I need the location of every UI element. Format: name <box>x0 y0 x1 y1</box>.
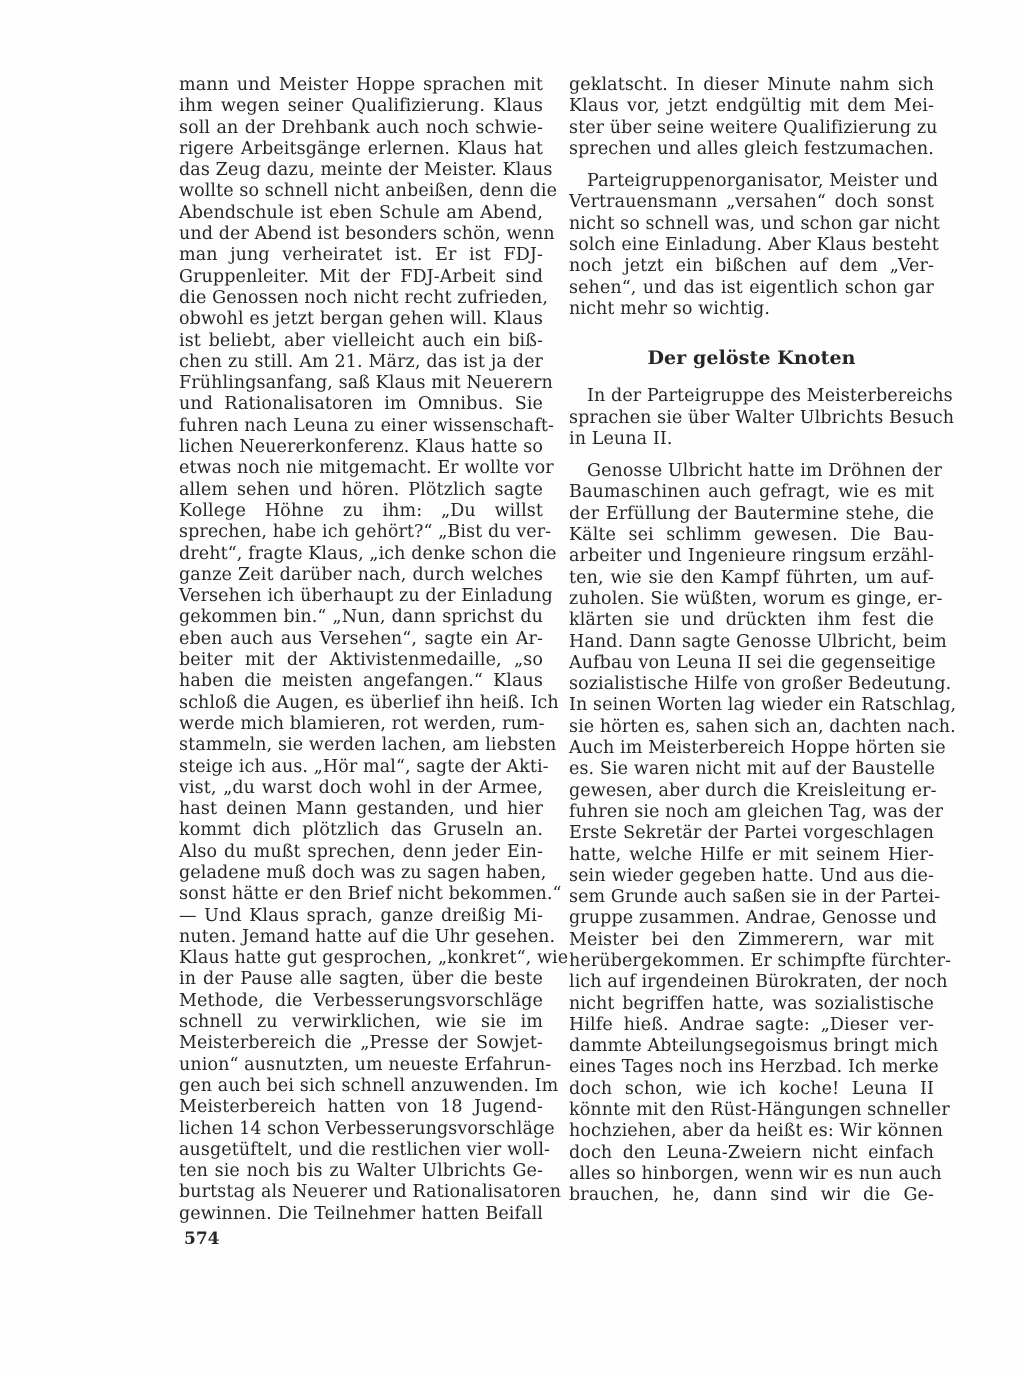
text-line: sozialistische Hilfe von großer Bedeutung. <box>569 674 952 695</box>
text-line: dreht“, fragte Klaus, „ich denke schon die <box>179 543 557 564</box>
text-line: Abendschule ist eben Schule am Abend, <box>179 202 543 223</box>
paragraph-genosse-ulbricht <box>569 461 957 1206</box>
text-line: hast deinen Mann gestanden, und hier <box>179 799 543 820</box>
text-line: kommt dich plötzlich das Gruseln an. <box>179 820 543 841</box>
text-line: das Zeug dazu, meinte der Meister. Klaus <box>179 160 553 181</box>
text-line: beiter mit der Aktivistenmedaille, „so <box>179 650 543 671</box>
text-line: Meisterbereich die „Presse der Sowjet- <box>179 1033 543 1054</box>
text-line: sehen“, und das ist eigentlich schon gar <box>569 277 934 298</box>
text-line: der Erfüllung der Bautermine stehe, die <box>569 503 934 524</box>
text-line: allem sehen und hören. Plötzlich sagte <box>179 479 543 500</box>
text-line: gewesen, aber durch die Kreisleitung er- <box>569 780 937 801</box>
text-line: sem Grunde auch saßen sie in der Partei- <box>569 887 941 908</box>
paragraph-continuation <box>569 75 938 160</box>
text-line: hatte, welche Hilfe er mit seinem Hier- <box>569 844 934 865</box>
text-line: lich auf irgendeinen Bürokraten, der noch <box>569 972 948 993</box>
text-line: Parteigruppenorganisator, Meister und <box>587 171 939 192</box>
text-line: haben die meisten angefangen.“ Klaus <box>179 671 543 692</box>
text-line: könnte mit den Rüst-Hängungen schneller <box>569 1100 950 1121</box>
section-heading: Der gelöste Knoten <box>647 347 856 370</box>
text-line: noch jetzt ein bißchen auf dem „Ver- <box>569 256 934 277</box>
text-line: soll an der Drehbank auch noch schwie- <box>179 117 543 138</box>
text-line: wollte so schnell nicht anbeißen, denn die <box>179 181 558 202</box>
left-column <box>179 75 569 1225</box>
text-line: etwas noch nie mitgemacht. Er wollte vor <box>179 458 554 479</box>
text-line: Hand. Dann sagte Genosse Ulbricht, beim <box>569 631 947 652</box>
text-line: Frühlingsanfang, saß Klaus mit Neuerern <box>179 373 553 394</box>
page-number: 574 <box>184 1229 220 1249</box>
text-line: Hilfe hieß. Andrae sagte: „Dieser ver- <box>569 1014 934 1035</box>
text-line: In seinen Worten lag wieder ein Ratschlag, <box>569 695 957 716</box>
text-line: sprachen sie über Walter Ulbrichts Besuch <box>569 407 955 428</box>
text-line: mann und Meister Hoppe sprachen mit <box>179 75 543 95</box>
text-line: schnell zu verwirklichen, wie sie im <box>179 1012 543 1033</box>
text-line: Kollege Höhne zu ihm: „Du willst <box>179 500 543 521</box>
text-line: werde mich blamieren, rot werden, rum- <box>179 713 545 734</box>
paragraph-parteigruppe <box>569 386 955 450</box>
text-line: Klaus vor, jetzt endgültig mit dem Mei- <box>569 96 934 117</box>
text-line: Also du mußt sprechen, denn jeder Ein- <box>179 841 543 862</box>
text-line: und der Abend ist besonders schön, wenn <box>179 224 555 245</box>
text-line: fuhren nach Leuna zu einer wissenschaft- <box>179 415 555 436</box>
text-line: Aufbau von Leuna II sei die gegenseitige <box>569 652 936 673</box>
text-line: klärten sie und drückten ihm fest die <box>569 610 934 631</box>
text-line: nuten. Jemand hatte auf die Uhr gesehen. <box>179 926 556 947</box>
text-line: sprechen, habe ich gehört?“ „Bist du ver- <box>179 522 552 543</box>
text-line: — Und Klaus sprach, ganze dreißig Mi- <box>179 905 543 926</box>
text-line: brauchen, he, dann sind wir die Ge- <box>569 1185 934 1206</box>
text-line: es. Sie waren nicht mit auf der Baustelle <box>569 759 936 780</box>
text-line: Kälte sei schlimm gewesen. Die Bau- <box>569 525 934 546</box>
text-line: nicht so schnell was, und schon gar nicht <box>569 213 940 234</box>
paragraph-parteigruppenorganisator <box>569 171 940 320</box>
text-line: ster über seine weitere Qualifizierung zu <box>569 117 938 138</box>
text-line: schloß die Augen, es überlief ihn heiß. Ich <box>179 692 559 713</box>
text-line: die Genossen noch nicht recht zufrieden, <box>179 287 549 308</box>
text-line: ausgetüftelt, und die restlichen vier woll- <box>179 1139 551 1160</box>
text-line: doch den Leuna-Zweiern nicht einfach <box>569 1142 934 1163</box>
text-line: arbeiter und Ingenieure ringsum erzähl- <box>569 546 934 567</box>
text-line: Methode, die Verbesserungsvorschläge <box>179 990 543 1011</box>
text-line: burtstag als Neuerer und Rationalisatoren <box>179 1182 562 1203</box>
text-line: doch schon, wie ich koche! Leuna II <box>569 1078 934 1099</box>
text-line: Auch im Meisterbereich Hoppe hörten sie <box>569 738 946 759</box>
text-line: in der Pause alle sagten, über die beste <box>179 969 543 990</box>
text-line: lichen 14 schon Verbesserungsvorschläge <box>179 1118 555 1139</box>
text-line: geklatscht. In dieser Minute nahm sich <box>569 75 934 95</box>
text-line: zuholen. Sie wüßten, worum es ginge, er- <box>569 588 943 609</box>
text-line: solch eine Einladung. Aber Klaus besteht <box>569 235 939 256</box>
text-line: eines Tages noch ins Herzbad. Ich merke <box>569 1057 939 1078</box>
text-line: hochziehen, aber da heißt es: Wir können <box>569 1121 944 1142</box>
text-line: Erste Sekretär der Partei vorgeschlagen <box>569 823 934 844</box>
text-line: nicht begriffen hatte, was sozialistische <box>569 993 934 1014</box>
text-line: ihm wegen seiner Qualifizierung. Klaus <box>179 96 543 117</box>
text-line: union“ ausnutzten, um neueste Erfahrun- <box>179 1054 552 1075</box>
text-line: Klaus hatte gut gesprochen, „konkret“, wie <box>179 948 569 969</box>
text-line: steige ich aus. „Hör mal“, sagte der Akti- <box>179 756 549 777</box>
right-column <box>569 75 957 1207</box>
text-line: nicht mehr so wichtig. <box>569 298 771 319</box>
text-line: gewinnen. Die Teilnehmer hatten Beifall <box>179 1203 543 1224</box>
text-line: In der Parteigruppe des Meisterbereichs <box>587 386 953 407</box>
text-line: Meister bei den Zimmerern, war mit <box>569 929 934 950</box>
text-line: gruppe zusammen. Andrae, Genosse und <box>569 908 937 929</box>
text-line: ganze Zeit darüber nach, durch welches <box>179 564 543 585</box>
text-line: sein wieder gegeben hatte. Und aus die- <box>569 865 934 886</box>
text-line: alles so hinborgen, wenn wir es nun auch <box>569 1163 942 1184</box>
text-line: Gruppenleiter. Mit der FDJ-Arbeit sind <box>179 266 543 287</box>
text-line: Versehen ich überhaupt zu der Einladung <box>179 586 553 607</box>
text-line: lichen Neuererkonferenz. Klaus hatte so <box>179 437 543 458</box>
text-line: gen auch bei sich schnell anzuwenden. Im <box>179 1075 559 1096</box>
text-line: Meisterbereich hatten von 18 Jugend- <box>179 1097 543 1118</box>
text-line: Genosse Ulbricht hatte im Dröhnen der <box>587 461 942 482</box>
text-line: sonst hätte er den Brief nicht bekommen.“ <box>179 884 562 905</box>
text-line: fuhren sie noch am gleichen Tag, was der <box>569 801 944 822</box>
text-line: vist, „du warst doch wohl in der Armee, <box>179 777 543 798</box>
text-line: sie hörten es, sahen sich an, dachten nach. <box>569 716 956 737</box>
text-line: chen zu still. Am 21. März, das ist ja der <box>179 351 543 372</box>
text-line: rigere Arbeitsgänge erlernen. Klaus hat <box>179 138 543 159</box>
text-line: Vertrauensmann „versahen“ doch sonst <box>569 192 934 213</box>
text-line: geladene muß doch was zu sagen haben, <box>179 862 547 883</box>
text-line: in Leuna II. <box>569 428 673 449</box>
text-line: stammeln, sie werden lachen, am liebsten <box>179 735 557 756</box>
text-line: ist beliebt, aber vielleicht auch ein biß- <box>179 330 543 351</box>
text-line: ten sie noch bis zu Walter Ulbrichts Ge- <box>179 1161 543 1182</box>
text-line: herübergekommen. Er schimpfte fürchter- <box>569 950 952 971</box>
text-line: und Rationalisatoren im Omnibus. Sie <box>179 394 543 415</box>
text-line: Baumaschinen auch gefragt, wie es mit <box>569 482 934 503</box>
text-line: obwohl es jetzt bergan gehen will. Klaus <box>179 309 543 330</box>
text-line: gekommen bin.“ „Nun, dann sprichst du <box>179 607 543 628</box>
text-line: eben auch aus Versehen“, sagte ein Ar- <box>179 628 543 649</box>
text-line: dammte Abteilungsegoismus bringt mich <box>569 1036 939 1057</box>
text-line: sprechen und alles gleich festzumachen. <box>569 138 934 159</box>
text-line: ten, wie sie den Kampf führten, um auf- <box>569 567 934 588</box>
text-line: man jung verheiratet ist. Er ist FDJ- <box>179 245 543 266</box>
